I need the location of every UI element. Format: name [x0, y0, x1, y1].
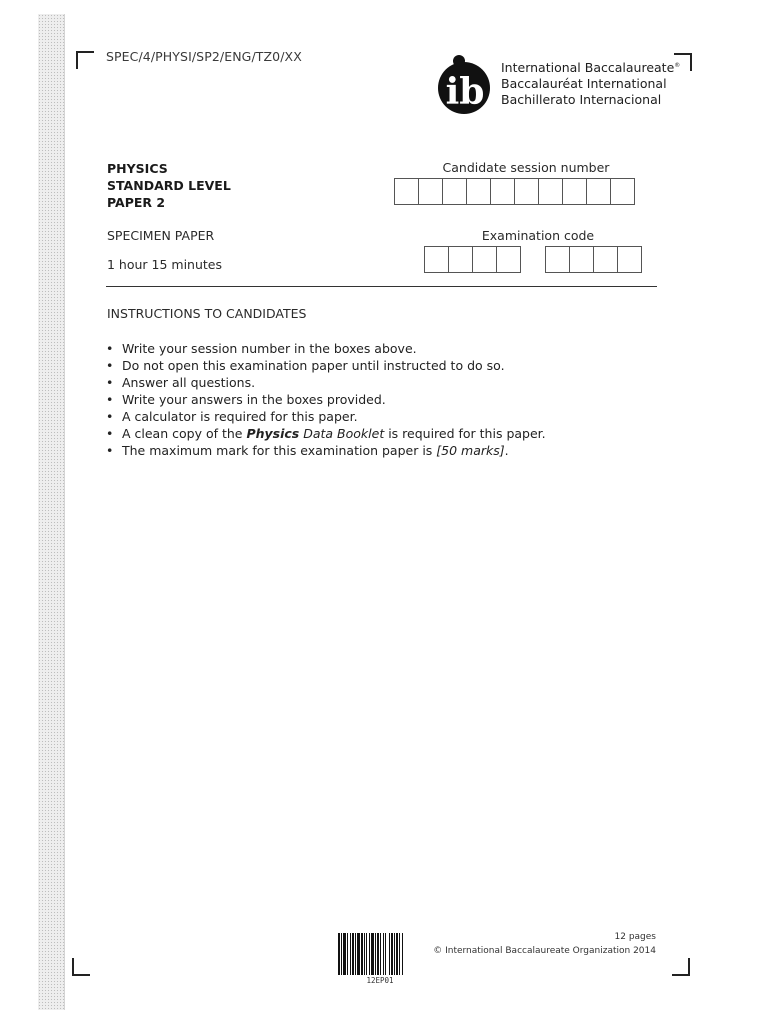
- org-name-english: International Baccalaureate: [501, 60, 675, 76]
- candidate-session-digit-box[interactable]: [490, 178, 515, 205]
- instruction-text: A clean copy of the: [122, 426, 247, 441]
- instruction-text: is required for this paper.: [384, 426, 546, 441]
- subject-name: PHYSICS: [107, 161, 168, 176]
- instruction-text: .: [504, 443, 509, 458]
- instruction-emphasis-data-booklet: Data Booklet: [299, 426, 385, 441]
- instruction-item: • Write your answers in the boxes provided.: [104, 391, 546, 408]
- barcode: [338, 933, 422, 975]
- instruction-item-data-booklet: [104, 425, 546, 442]
- specimen-label: SPECIMEN PAPER: [107, 228, 215, 243]
- crop-mark-bottom-right: [672, 958, 690, 976]
- binding-line: [64, 14, 65, 1010]
- instructions-list: [104, 340, 546, 459]
- ib-logo-icon: [432, 52, 496, 116]
- candidate-session-label: Candidate session number: [442, 160, 610, 175]
- registered-mark: ®: [674, 62, 681, 69]
- paper-code: SPEC/4/PHYSI/SP2/ENG/TZ0/XX: [106, 49, 302, 64]
- subject-level: STANDARD LEVEL: [107, 178, 231, 193]
- examination-code-digit-box[interactable]: [593, 246, 618, 273]
- examination-code-label: Examination code: [481, 228, 595, 243]
- candidate-session-digit-box[interactable]: [418, 178, 443, 205]
- instruction-text: The maximum mark for this examination paper is: [122, 443, 437, 458]
- instruction-emphasis-physics: Physics: [246, 426, 300, 441]
- copyright-notice: © International Baccalaureate Organization 2014: [433, 946, 656, 956]
- org-name-spanish: Bachillerato Internacional: [501, 92, 662, 108]
- candidate-session-digit-box[interactable]: [442, 178, 467, 205]
- instruction-item-max-mark: [104, 442, 546, 459]
- instruction-item: • Write your session number in the boxes above.: [104, 340, 546, 357]
- candidate-session-digit-box[interactable]: [586, 178, 611, 205]
- header-divider: [106, 286, 657, 287]
- candidate-session-digit-box[interactable]: [514, 178, 539, 205]
- exam-duration: 1 hour 15 minutes: [107, 257, 223, 272]
- examination-code-digit-box[interactable]: [424, 246, 449, 273]
- page-count: 12 pages: [614, 932, 656, 942]
- candidate-session-digit-box[interactable]: [538, 178, 563, 205]
- examination-code-digit-box[interactable]: [545, 246, 570, 273]
- examination-code-digit-box[interactable]: [448, 246, 473, 273]
- org-name-french: Baccalauréat International: [501, 76, 667, 92]
- crop-mark-top-left: [76, 51, 94, 69]
- examination-code-digit-box[interactable]: [472, 246, 497, 273]
- candidate-session-boxes: [394, 178, 635, 205]
- candidate-session-digit-box[interactable]: [394, 178, 419, 205]
- instruction-item: • Answer all questions.: [104, 374, 546, 391]
- examination-code-digit-box[interactable]: [496, 246, 521, 273]
- examination-code-boxes-group-1: [424, 246, 521, 273]
- instruction-item: • Do not open this examination paper until instructed to do so.: [104, 357, 546, 374]
- instructions-title: INSTRUCTIONS TO CANDIDATES: [107, 306, 307, 321]
- binding-margin: [38, 14, 64, 1010]
- ib-logo-text: ib: [445, 71, 485, 113]
- barcode-space: [403, 933, 404, 975]
- crop-mark-bottom-left: [72, 958, 90, 976]
- instruction-emphasis-marks: [50 marks]: [436, 443, 505, 458]
- candidate-session-digit-box[interactable]: [610, 178, 635, 205]
- instruction-item: • A calculator is required for this paper.: [104, 408, 546, 425]
- subject-paper: PAPER 2: [107, 195, 166, 210]
- subject-heading: [107, 160, 231, 211]
- barcode-text: 12EP01: [366, 976, 394, 985]
- examination-code-digit-box[interactable]: [569, 246, 594, 273]
- candidate-session-digit-box[interactable]: [562, 178, 587, 205]
- organization-names: [501, 58, 680, 108]
- candidate-session-digit-box[interactable]: [466, 178, 491, 205]
- examination-code-digit-box[interactable]: [617, 246, 642, 273]
- examination-code-boxes-group-2: [545, 246, 642, 273]
